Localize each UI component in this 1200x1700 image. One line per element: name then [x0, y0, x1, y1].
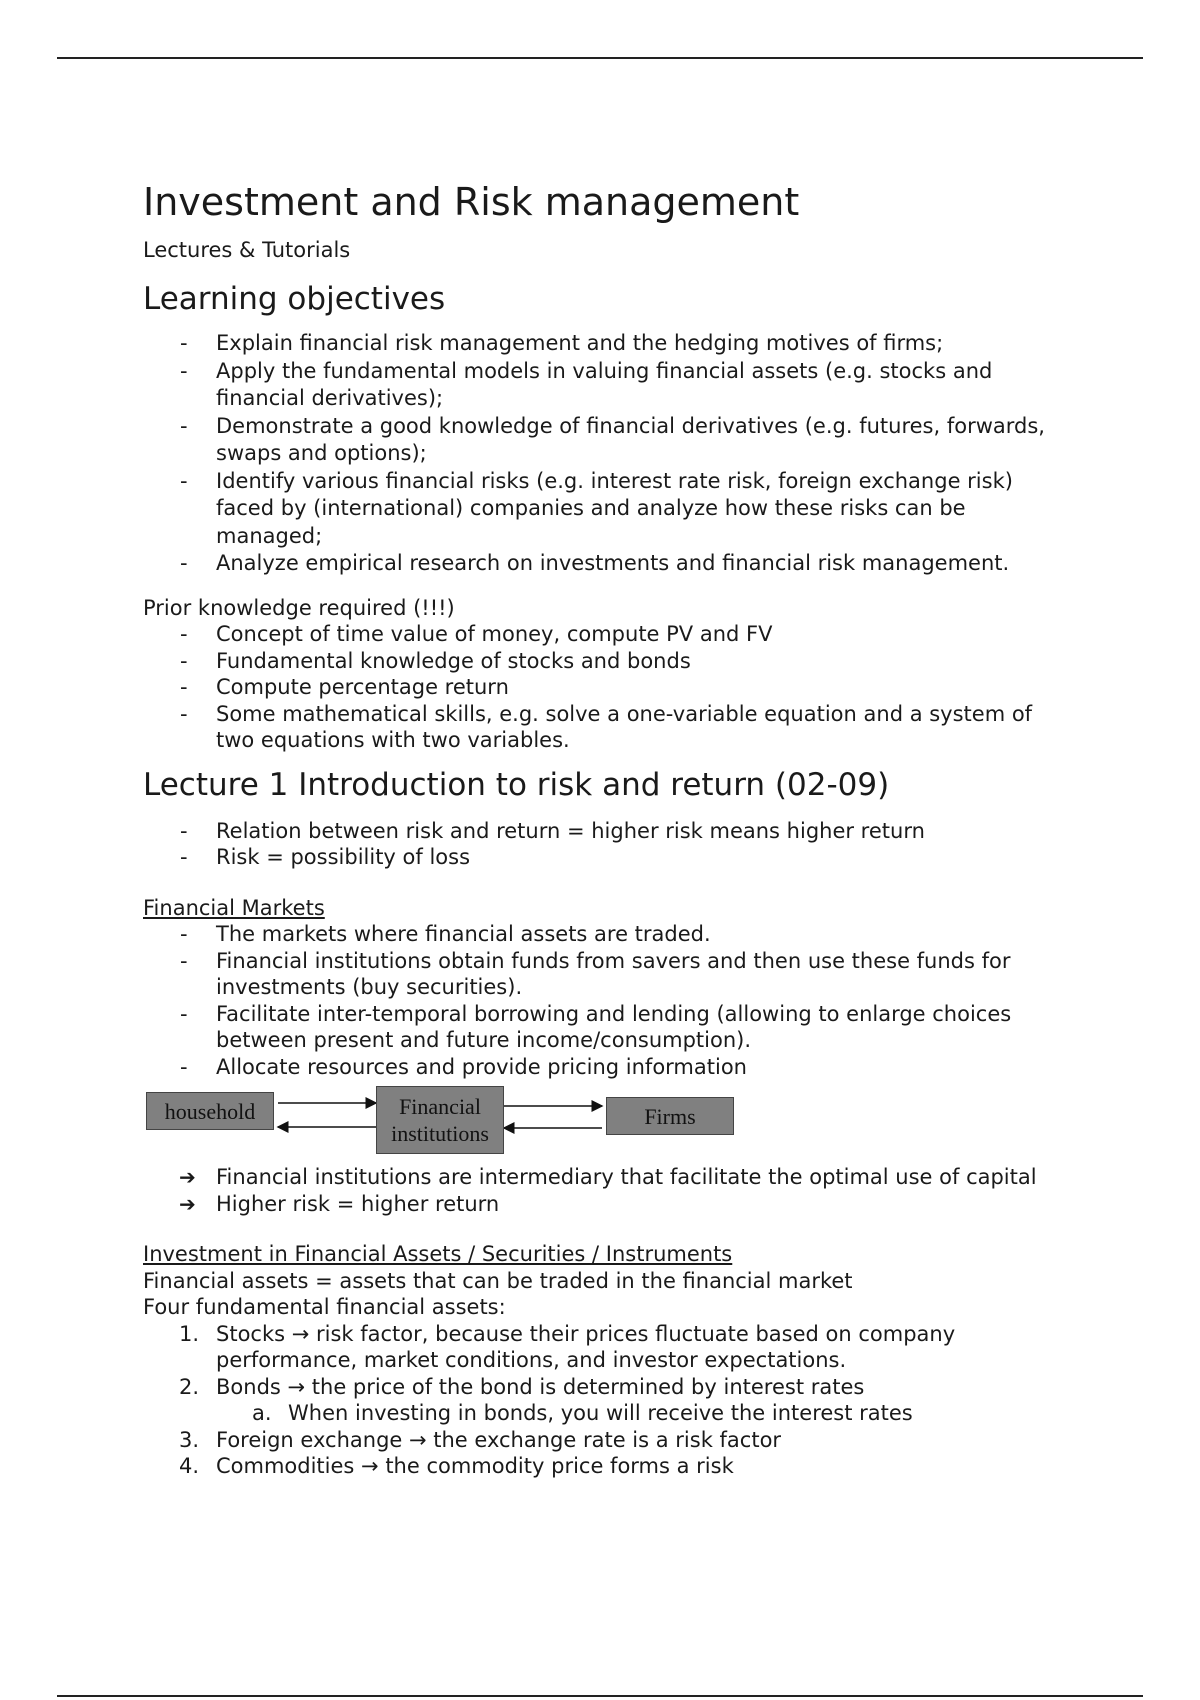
household-box: household: [146, 1092, 274, 1130]
financial-assets-list-continued: [143, 1427, 1063, 1480]
lecture-1-heading: Lecture 1 Introduction to risk and return (02-09): [143, 766, 890, 803]
bonds-sublist: [143, 1400, 1063, 1427]
dash-bullet: -: [180, 551, 188, 575]
arrow-right-icon: ➔: [179, 1191, 196, 1216]
conclusions-list: [143, 1164, 1063, 1217]
learning-objectives-heading: Learning objectives: [143, 281, 446, 317]
dash-bullet: -: [180, 1054, 188, 1079]
dash-bullet: -: [180, 468, 188, 493]
list-item: - Apply the fundamental models in valuing financial assets (e.g. stocks and financial derivatives);: [180, 358, 993, 410]
dash-bullet: -: [180, 922, 188, 946]
footer-rule: [57, 1695, 1143, 1697]
list-item: - Identify various financial risks (e.g. interest rate risk, foreign exchange risk) faced by (international) companies and analyze how these risks can be managed;: [180, 468, 1013, 548]
list-item: - Risk = possibility of loss: [180, 845, 471, 869]
list-item: ➔ Financial institutions are intermediary that facilitate the optimal use of capital: [179, 1165, 1037, 1189]
list-item: - Financial institutions obtain funds from savers and then use these funds for investments (buy securities).: [180, 948, 1011, 999]
document-subtitle: Lectures & Tutorials: [143, 238, 351, 262]
list-item: - Facilitate inter-temporal borrowing and lending (allowing to enlarge choices between present and future income/consumption).: [180, 1001, 1012, 1052]
investment-heading: Investment in Financial Assets / Securities / Instruments: [143, 1242, 733, 1266]
list-item: - Explain financial risk management and the hedging motives of firms;: [143, 330, 1063, 358]
list-item: - Analyze empirical research on investments and financial risk management.: [143, 550, 1063, 578]
dash-bullet: -: [180, 948, 188, 973]
investment-definition: Financial assets = assets that can be traded in the financial market: [143, 1268, 853, 1293]
learning-objectives-list: [143, 330, 1063, 578]
list-item: 1. Stocks → risk factor, because their prices fluctuate based on company performance, market conditions, and investor expectations.: [179, 1321, 956, 1372]
list-item: - Allocate resources and provide pricing information: [180, 1054, 747, 1079]
document-body: [143, 176, 1063, 1480]
list-item: a. When investing in bonds, you will receive the interest rates: [252, 1401, 913, 1425]
dash-bullet: -: [180, 413, 188, 438]
dash-bullet: -: [180, 331, 188, 355]
list-item: 4. Commodities → the commodity price forms a risk: [179, 1454, 734, 1478]
list-item: - Compute percentage return: [180, 675, 509, 699]
dash-bullet: -: [180, 818, 188, 843]
list-item: ➔ Higher risk = higher return: [179, 1191, 500, 1216]
financial-assets-list: [143, 1321, 1063, 1401]
financial-institutions-box: Financial institutions: [376, 1086, 504, 1154]
list-item: - Fundamental knowledge of stocks and bonds: [180, 648, 691, 673]
dash-bullet: -: [180, 1001, 188, 1026]
financial-markets-list: [143, 921, 1063, 1080]
document-title: Investment and Risk management: [143, 180, 800, 224]
financial-markets-heading: Financial Markets: [143, 895, 325, 920]
list-item: - Concept of time value of money, compute PV and FV: [180, 622, 773, 646]
list-item: - Some mathematical skills, e.g. solve a one-variable equation and a system of two equations with two variables.: [180, 701, 1033, 752]
flow-diagram: [146, 1088, 766, 1164]
list-item: - Relation between risk and return = higher risk means higher return: [180, 818, 925, 843]
list-item: 2. Bonds → the price of the bond is determined by interest rates: [179, 1374, 865, 1399]
dash-bullet: -: [180, 845, 188, 869]
arrow-right-icon: ➔: [179, 1165, 196, 1189]
header-rule: [57, 57, 1143, 59]
lecture-1-list: [143, 818, 1063, 871]
investment-intro: Four fundamental financial assets:: [143, 1295, 506, 1319]
list-item: - Demonstrate a good knowledge of financial derivatives (e.g. futures, forwards, swaps and options);: [180, 413, 1045, 465]
dash-bullet: -: [180, 648, 188, 673]
dash-bullet: -: [180, 701, 188, 726]
list-item: 3. Foreign exchange → the exchange rate is a risk factor: [179, 1427, 782, 1452]
list-item: - The markets where financial assets are traded.: [180, 922, 711, 946]
prior-knowledge-heading: Prior knowledge required (!!!): [143, 595, 455, 620]
dash-bullet: -: [180, 622, 188, 646]
dash-bullet: -: [180, 358, 188, 383]
prior-knowledge-list: [143, 621, 1063, 754]
dash-bullet: -: [180, 675, 188, 699]
firms-box: Firms: [606, 1097, 734, 1135]
